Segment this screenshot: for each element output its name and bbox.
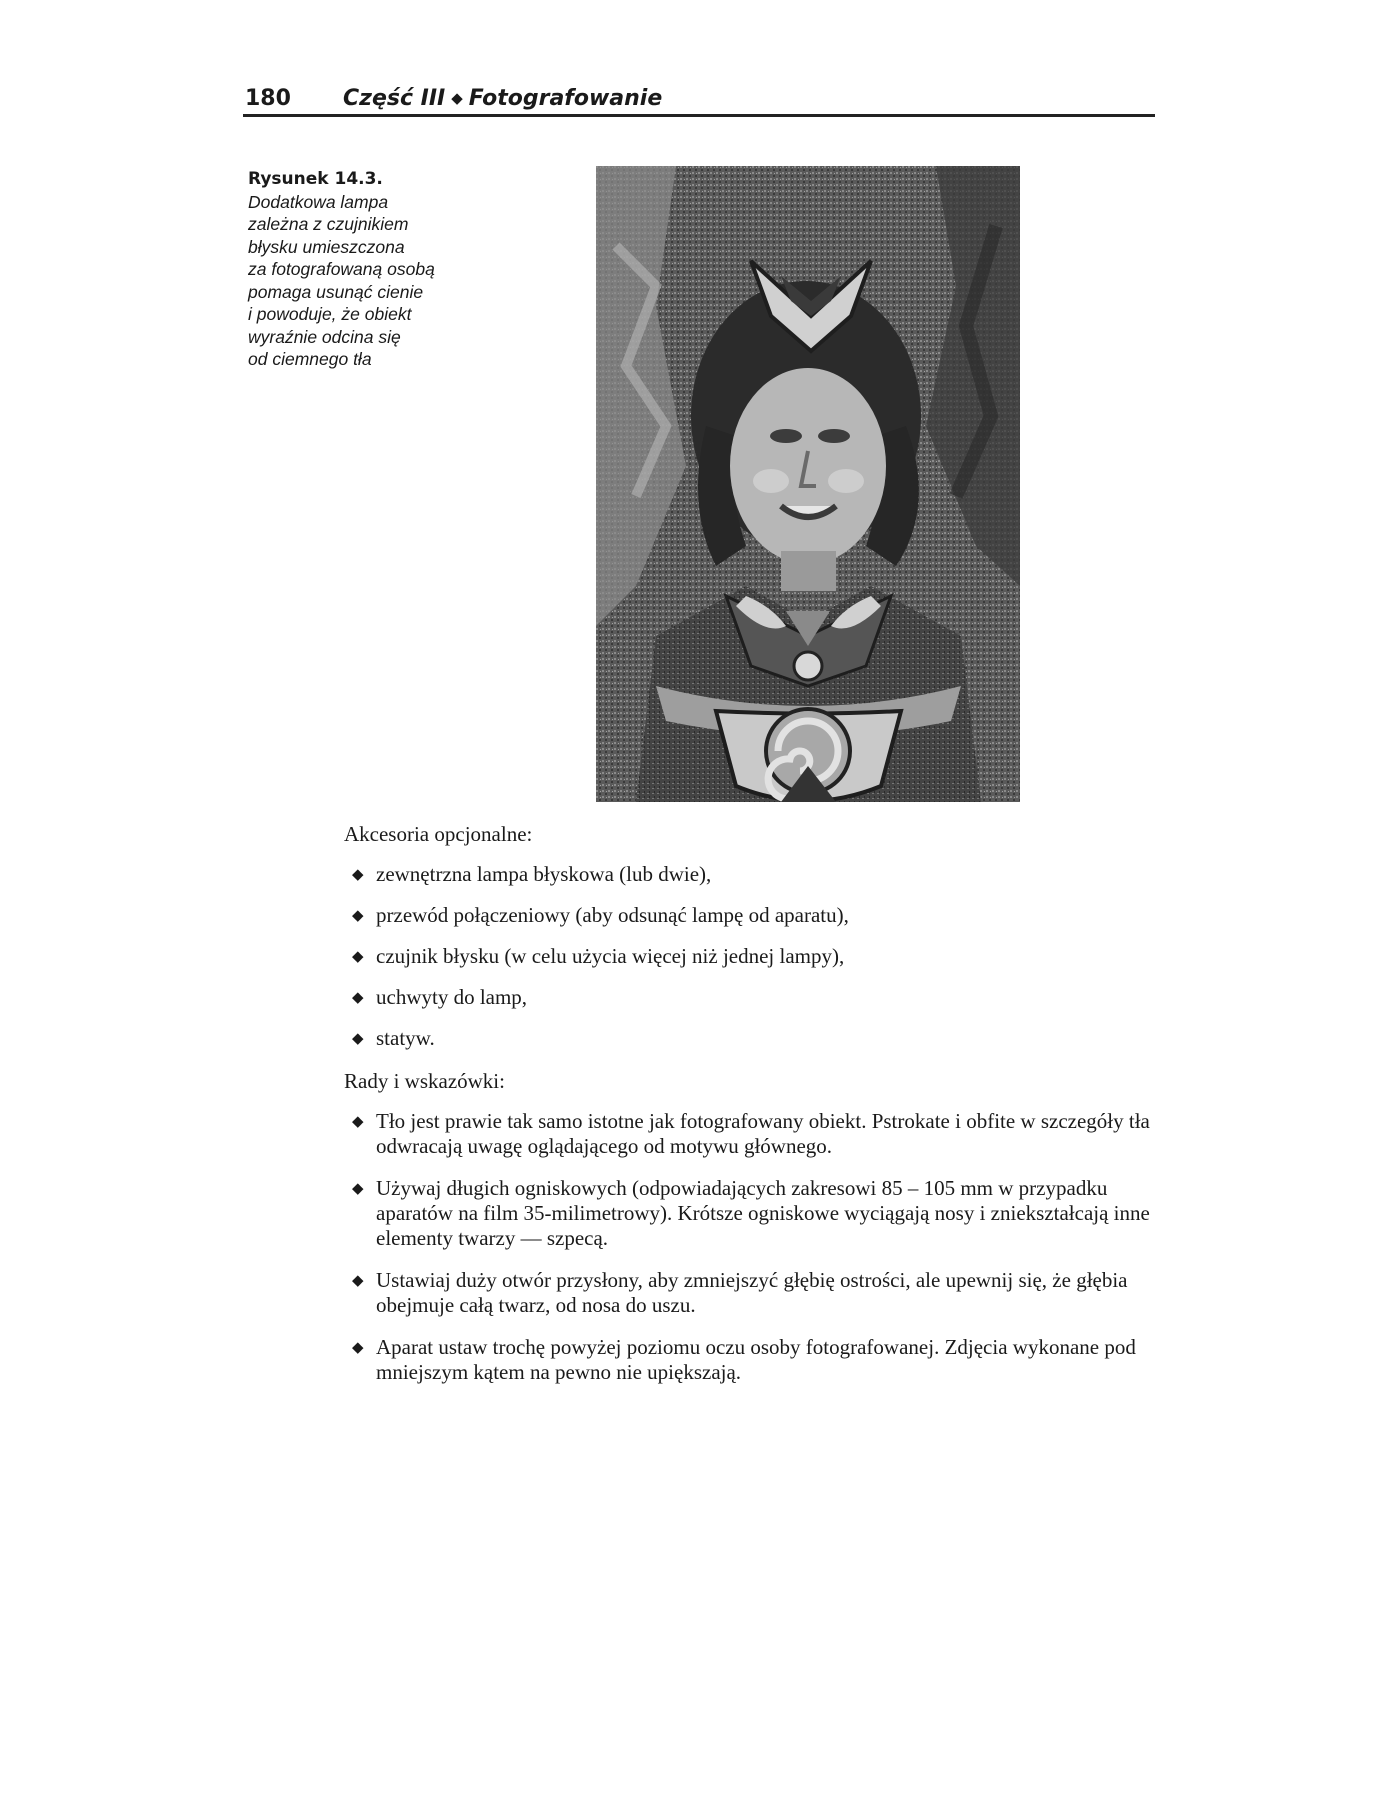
list-item [344,1176,1156,1251]
portrait-photo [596,166,1020,802]
body-text [344,822,1156,1403]
list-item-text: Tło jest prawie tak samo istotne jak fotografowany obiekt. Pstrokate i obfite w szczegóły tła odwracają uwagę oglądającego od motywu głównego. [376,1109,1150,1158]
part-title: Część III [343,86,446,111]
figure-label: Rysunek 14.3. [248,169,383,189]
list-item-text: zewnętrzna lampa błyskowa (lub dwie), [376,862,712,886]
list-item [344,862,1156,887]
list-item [344,1109,1156,1159]
list-item [344,1335,1156,1385]
tips-heading: Rady i wskazówki: [344,1069,505,1093]
list-item [344,903,1156,928]
list-item [344,1026,1156,1051]
page-number: 180 [245,86,291,111]
diamond-separator-icon: ◆ [451,89,463,107]
list-item-text: uchwyty do lamp, [376,985,528,1009]
accessories-heading: Akcesoria opcjonalne: [344,822,533,846]
accessories-list [344,862,1156,1051]
diamond-bullet-icon: ◆ [352,908,364,924]
diamond-bullet-icon: ◆ [352,1340,364,1356]
list-item [344,1268,1156,1318]
list-item-text: Aparat ustaw trochę powyżej poziomu oczu osoby fotografowanej. Zdjęcia wykonane pod mniejszym kątem na pewno nie upiększają. [376,1335,1136,1384]
diamond-bullet-icon: ◆ [352,1181,364,1197]
diamond-bullet-icon: ◆ [352,1031,364,1047]
list-item-text: Ustawiaj duży otwór przysłony, aby zmniejszyć głębię ostrości, ale upewnij się, że głębia obejmuje całą twarz, od nosa do uszu. [376,1268,1128,1317]
tips-list [344,1109,1156,1385]
chapter-title: Fotografowanie [468,86,663,111]
list-item-text: czujnik błysku (w celu użycia więcej niż jednej lampy), [376,944,845,968]
diamond-bullet-icon: ◆ [352,1273,364,1289]
list-item-text: Używaj długich ogniskowych (odpowiadających zakresowi 85 – 105 mm w przypadku aparatów na film 35-milimetrowy). Krótsze ogniskowe wyciągają nosy i zniekształcają inne elementy twarzy — szpecą. [376,1176,1150,1250]
figure-caption-text: Dodatkowa lampa zależna z czujnikiem błysku umieszczona za fotografowaną osobą pomaga usunąć cienie i powoduje, że obiekt wyraźnie odcina się od ciemnego tła [248,191,435,369]
diamond-bullet-icon: ◆ [352,867,364,883]
running-title [343,86,662,113]
list-item [344,944,1156,969]
list-item-text: przewód połączeniowy (aby odsunąć lampę od aparatu), [376,903,849,927]
list-item-text: statyw. [376,1026,435,1050]
diamond-bullet-icon: ◆ [352,990,364,1006]
running-header [243,84,1155,117]
list-item [344,985,1156,1010]
diamond-bullet-icon: ◆ [352,949,364,965]
diamond-bullet-icon: ◆ [352,1114,364,1130]
figure-caption [248,168,468,371]
